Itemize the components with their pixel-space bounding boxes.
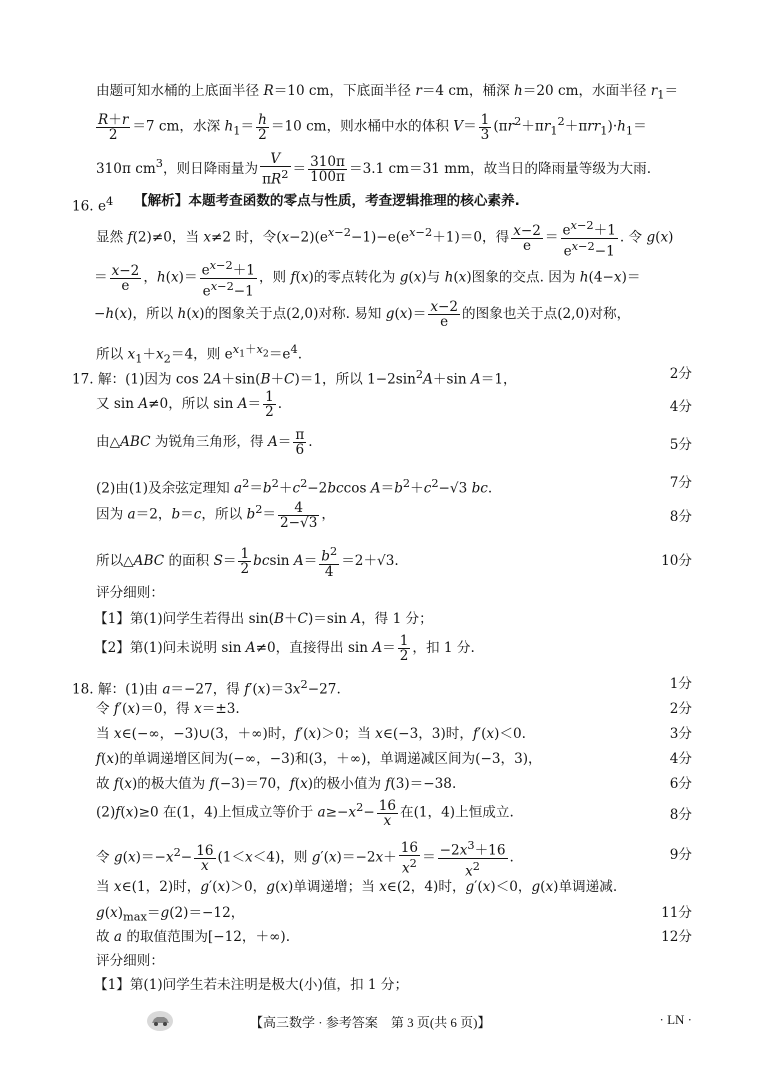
line-l11: 由△ABC 为锐角三角形，得 A＝ $\frac{\pi}{6}$ . 5分 xyxy=(96,427,692,458)
car-logo-icon xyxy=(146,1010,174,1032)
line-l13: 因为 a＝2，b＝c，所以 $b^2=$ $\frac{4}{2-√3}$ ， 8分 xyxy=(96,499,692,531)
line-l23: (2)f(x)≥0 在(1，4)上恒成立等价于 $a\ge-x^2-$ $\frac{16}{x}$ 在(1，4)上恒成立. 8分 xyxy=(96,797,692,829)
line-l06: ＝ $\frac{x-2}{e}$ ，h(x)＝ $\frac{e^{x-2}+1}{e^{x-2}-1}$ ，则 f(x)的零点转化为 g(x)与 h(x)图象的交点. 因为 h(4−x)＝ xyxy=(94,258,641,300)
line-l07: −h(x)，所以 h(x)的图象关于点(2,0)对称. 易知 g(x)＝ $\frac{x-2}{e}$ 的图象也关于点(2,0)对称， xyxy=(94,299,631,330)
score: 12分 xyxy=(661,929,692,945)
line-l10: 又 sin A≠0，所以 sin A＝ $\frac{1}{2}$ . 4分 xyxy=(96,389,692,420)
score: 8分 xyxy=(669,807,692,823)
footer-title: 【高三数学 · 参考答案 第 3 页(共 6 页)】 xyxy=(250,1015,491,1030)
score: 6分 xyxy=(669,776,692,792)
score: 1分 xyxy=(669,676,692,692)
footer-code: · LN · xyxy=(659,1012,692,1027)
score: 5分 xyxy=(669,437,692,453)
score: 7分 xyxy=(669,475,692,491)
line-l03: 310π $cm^3$，则日降雨量为 $\frac{V}{\pi R^2}$ ＝ $\frac{310\pi}{100\pi}$ ＝3.1 cm＝31 mm，故当日的降雨量等级为大雨. xyxy=(96,151,652,188)
score: 4分 xyxy=(669,399,692,415)
page-footer xyxy=(0,1008,764,1038)
score: 3分 xyxy=(669,726,692,742)
score: 11分 xyxy=(661,905,692,921)
line-l24: 令 $g(x)=-x^2-$ $\frac{16}{x}$ (1＜x＜4)，则 g′(x)＝−2x＋ $\frac{16}{x^2}$ ＝ $\frac{-2x^3+16}{x^2}$ . 9分 xyxy=(96,838,692,880)
score: 10分 xyxy=(661,553,692,569)
score: 2分 xyxy=(669,701,692,717)
score: 4分 xyxy=(669,751,692,767)
score: 9分 xyxy=(669,847,692,863)
score: 8分 xyxy=(669,509,692,525)
line-l05: 显然 f(2)≠0，当 x≠2 时，令$(x-2)(e^{x-2}-1)-e(e^{x-2}+1)=0$，得 $\frac{x-2}{e}$ ＝ $\frac{e^{x-2}+1}{e^{x-2}-1}$ . 令 g(x) xyxy=(96,218,674,260)
line-l14: 所以△ABC 的面积 S＝ $\frac{1}{2}$ bcsin A＝ $\frac{b^2}{4}$ ＝2＋√3. 10分 xyxy=(96,544,692,580)
line-l17: 【2】第(1)问未说明 sin A≠0，直接得出 sin A＝ $\frac{1}{2}$ ，扣 1 分. xyxy=(94,633,475,664)
score: 2分 xyxy=(669,366,692,382)
line-l02: $\frac{R+r}{2}$ ＝7 cm，水深 $h_1=$ $\frac{h}{2}$ ＝10 cm，则水桶中水的体积 V＝ $\frac{1}{3}$ $(\pi r^2+\pi r_1^2+\pi rr_1)\cdot h_1=$ xyxy=(98,111,647,143)
